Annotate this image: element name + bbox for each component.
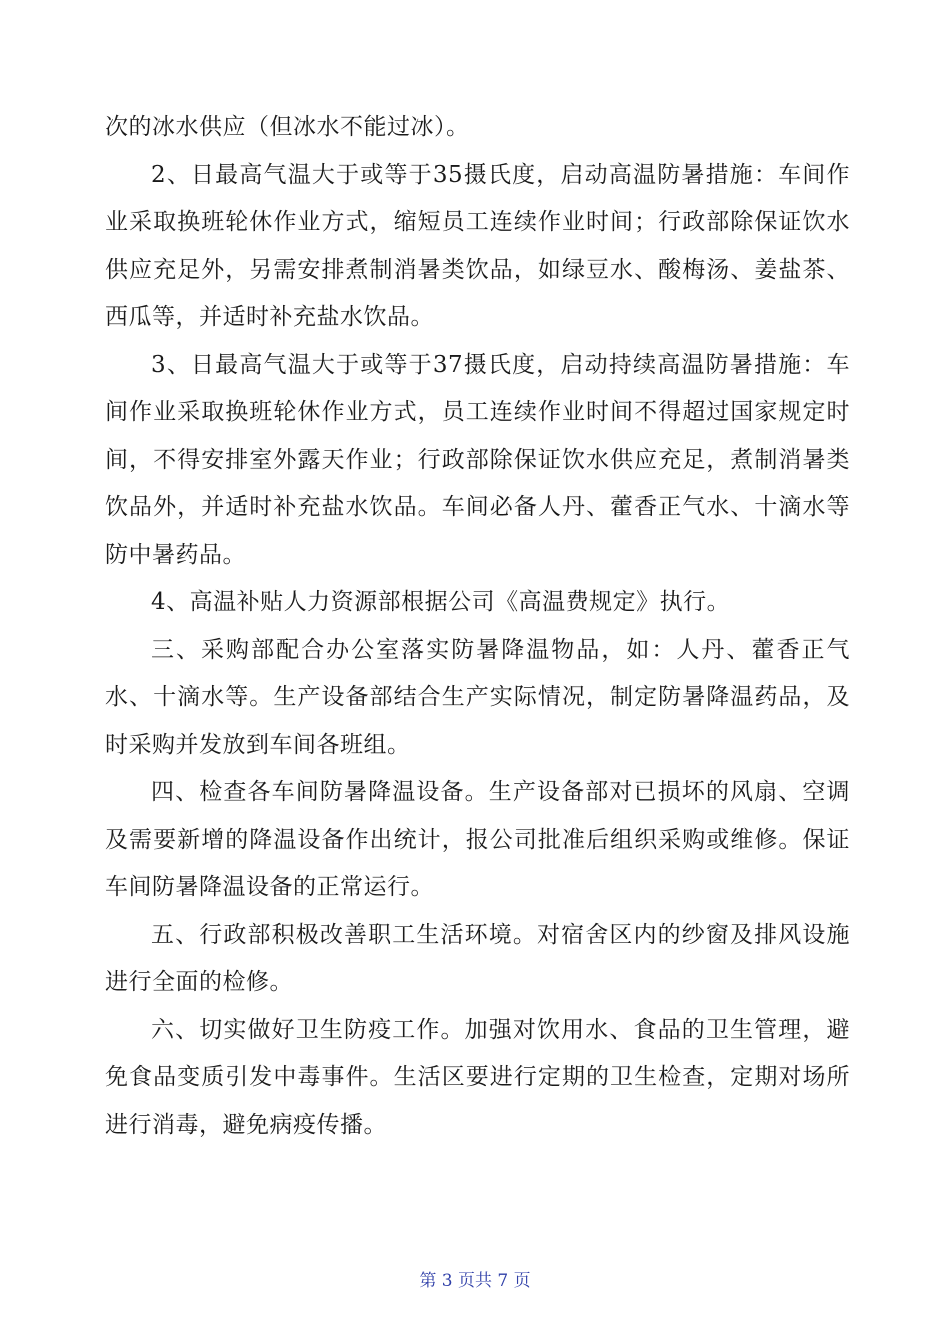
paragraph-section-5: 五、行政部积极改善职工生活环境。对宿舍区内的纱窗及排风设施进行全面的检修。: [105, 921, 850, 995]
paragraph-section-4: 四、检查各车间防暑降温设备。生产设备部对已损坏的风扇、空调及需要新增的降温设备作出统计，报公司批准后组织采购或维修。保证车间防暑降温设备的正常运行。: [105, 779, 850, 900]
paragraph-item-2: 2、日最高气温大于或等于35摄氏度，启动高温防暑措施：车间作业采取换班轮休作业方式，缩短员工连续作业时间；行政部除保证饮水供应充足外，另需安排煮制消暑类饮品，如绿豆水、酸梅汤、姜盐茶、西瓜等，并适时补充盐水饮品。: [105, 161, 850, 330]
document-body: [105, 104, 850, 1149]
paragraph-item-3: 3、日最高气温大于或等于37摄氏度，启动持续高温防暑措施：车间作业采取换班轮休作业方式，员工连续作业时间不得超过国家规定时间，不得安排室外露天作业；行政部除保证饮水供应充足，煮制消暑类饮品外，并适时补充盐水饮品。车间必备人丹、藿香正气水、十滴水等防中暑药品。: [105, 351, 850, 568]
paragraph-section-6: 六、切实做好卫生防疫工作。加强对饮用水、食品的卫生管理，避免食品变质引发中毒事件。生活区要进行定期的卫生检查，定期对场所进行消毒，避免病疫传播。: [105, 1016, 850, 1138]
paragraph-continuation: 次的冰水供应（但冰水不能过冰）。: [105, 114, 470, 140]
paragraph-item-4: 4、高温补贴人力资源部根据公司《高温费规定》执行。: [151, 589, 731, 615]
paragraph-section-3: 三、采购部配合办公室落实防暑降温物品，如：人丹、藿香正气水、十滴水等。生产设备部结合生产实际情况，制定防暑降温药品，及时采购并发放到车间各班组。: [105, 636, 850, 758]
page-number-footer: 第 3 页共 7 页: [419, 1271, 531, 1291]
